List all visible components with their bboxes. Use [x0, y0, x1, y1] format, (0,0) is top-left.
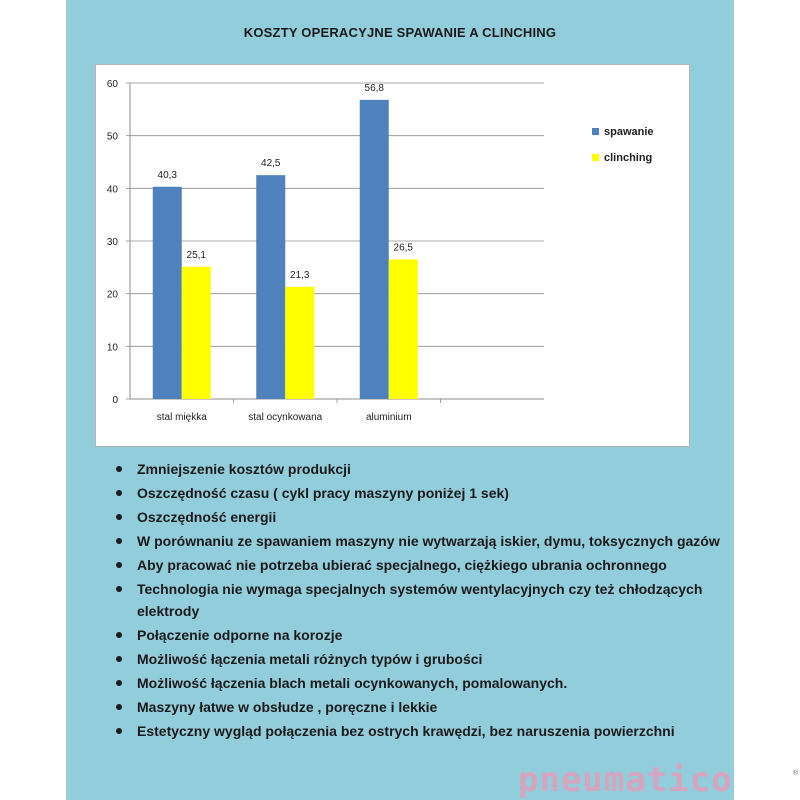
bullet-item [110, 482, 720, 504]
data-label: 42,5 [261, 158, 281, 170]
bullet-text: Aby pracować nie potrzeba ubierać specjalnego, ciężkiego ubrania ochronnego [137, 557, 667, 573]
bar-clinching [389, 259, 418, 399]
bullet-text: Technologia nie wymaga specjalnych systemów wentylacyjnych czy też chłodzących elektrody [137, 581, 703, 619]
data-label: 21,3 [290, 269, 310, 281]
bullet-text: Estetyczny wygląd połączenia bez ostrych krawędzi, bez naruszenia powierzchni [137, 723, 675, 739]
bullet-text: W porównaniu ze spawaniem maszyny nie wytwarzają iskier, dymu, toksycznych gazów [137, 533, 720, 549]
bullet-item [110, 530, 720, 552]
y-tick-label: 0 [112, 395, 118, 406]
bullet-item [110, 648, 720, 670]
y-tick-label: 40 [106, 184, 118, 196]
benefits-list [110, 458, 720, 744]
x-tick-label: stal ocynkowana [248, 412, 323, 423]
chart-title: KOSZTY OPERACYJNE SPAWANIE A CLINCHING [243, 25, 557, 40]
bullet-dot-icon [116, 656, 122, 662]
bullet-item [110, 696, 720, 718]
bullet-dot-icon [116, 466, 122, 472]
bar-spawanie [360, 100, 389, 399]
x-tick-label: stal miękka [156, 412, 207, 423]
bullet-dot-icon [116, 728, 122, 734]
data-label: 25,1 [186, 249, 206, 261]
bullet-item [110, 458, 720, 480]
y-tick-label: 60 [106, 79, 118, 90]
bullet-item [110, 554, 720, 576]
x-tick-label: aluminium [365, 412, 412, 423]
bullet-text: Oszczędność czasu ( cykl pracy maszyny poniżej 1 sek) [137, 485, 509, 501]
bullet-dot-icon [116, 704, 122, 710]
bullet-dot-icon [116, 586, 122, 592]
bullet-item [110, 672, 720, 694]
logo-text: pneumatico [518, 760, 733, 800]
legend-label: spawanie [604, 126, 654, 138]
y-tick-label: 20 [106, 289, 118, 301]
legend-swatch-clinching [592, 154, 599, 161]
y-tick-label: 10 [106, 342, 118, 354]
bullet-text: Zmniejszenie kosztów produkcji [137, 461, 351, 477]
data-label: 26,5 [393, 242, 413, 254]
chart-area [95, 64, 690, 447]
bullet-dot-icon [116, 490, 122, 496]
bullet-dot-icon [116, 538, 122, 544]
bar-spawanie [256, 175, 285, 399]
bullet-dot-icon [116, 632, 122, 638]
bullet-item [110, 720, 720, 742]
bullet-text: Możliwość łączenia metali różnych typów i grubości [137, 651, 483, 667]
bullet-text: Połączenie odporne na korozje [137, 627, 343, 643]
bar-clinching [285, 287, 314, 399]
data-label: 40,3 [157, 169, 177, 181]
bullet-dot-icon [116, 680, 122, 686]
data-label: 56,8 [364, 82, 384, 94]
bullet-text: Maszyny łatwe w obsłudze , poręczne i lekkie [137, 699, 438, 715]
bullet-text: Możliwość łączenia blach metali ocynkowanych, pomalowanych. [137, 675, 568, 691]
y-tick-label: 50 [106, 131, 118, 143]
bullet-item [110, 624, 720, 646]
bullet-item [110, 506, 720, 528]
logo-registered-mark: ® [792, 770, 798, 777]
y-tick-label: 30 [106, 237, 118, 248]
bullet-dot-icon [116, 514, 122, 520]
bullet-text: Oszczędność energii [137, 509, 277, 525]
bullet-item [110, 578, 720, 622]
bar-clinching [182, 267, 211, 399]
bar-spawanie [153, 187, 182, 399]
pneumatico-logo [518, 760, 800, 800]
bar-chart [96, 65, 689, 446]
bullet-dot-icon [116, 562, 122, 568]
legend-swatch-spawanie [592, 128, 599, 135]
legend-label: clinching [604, 152, 653, 164]
